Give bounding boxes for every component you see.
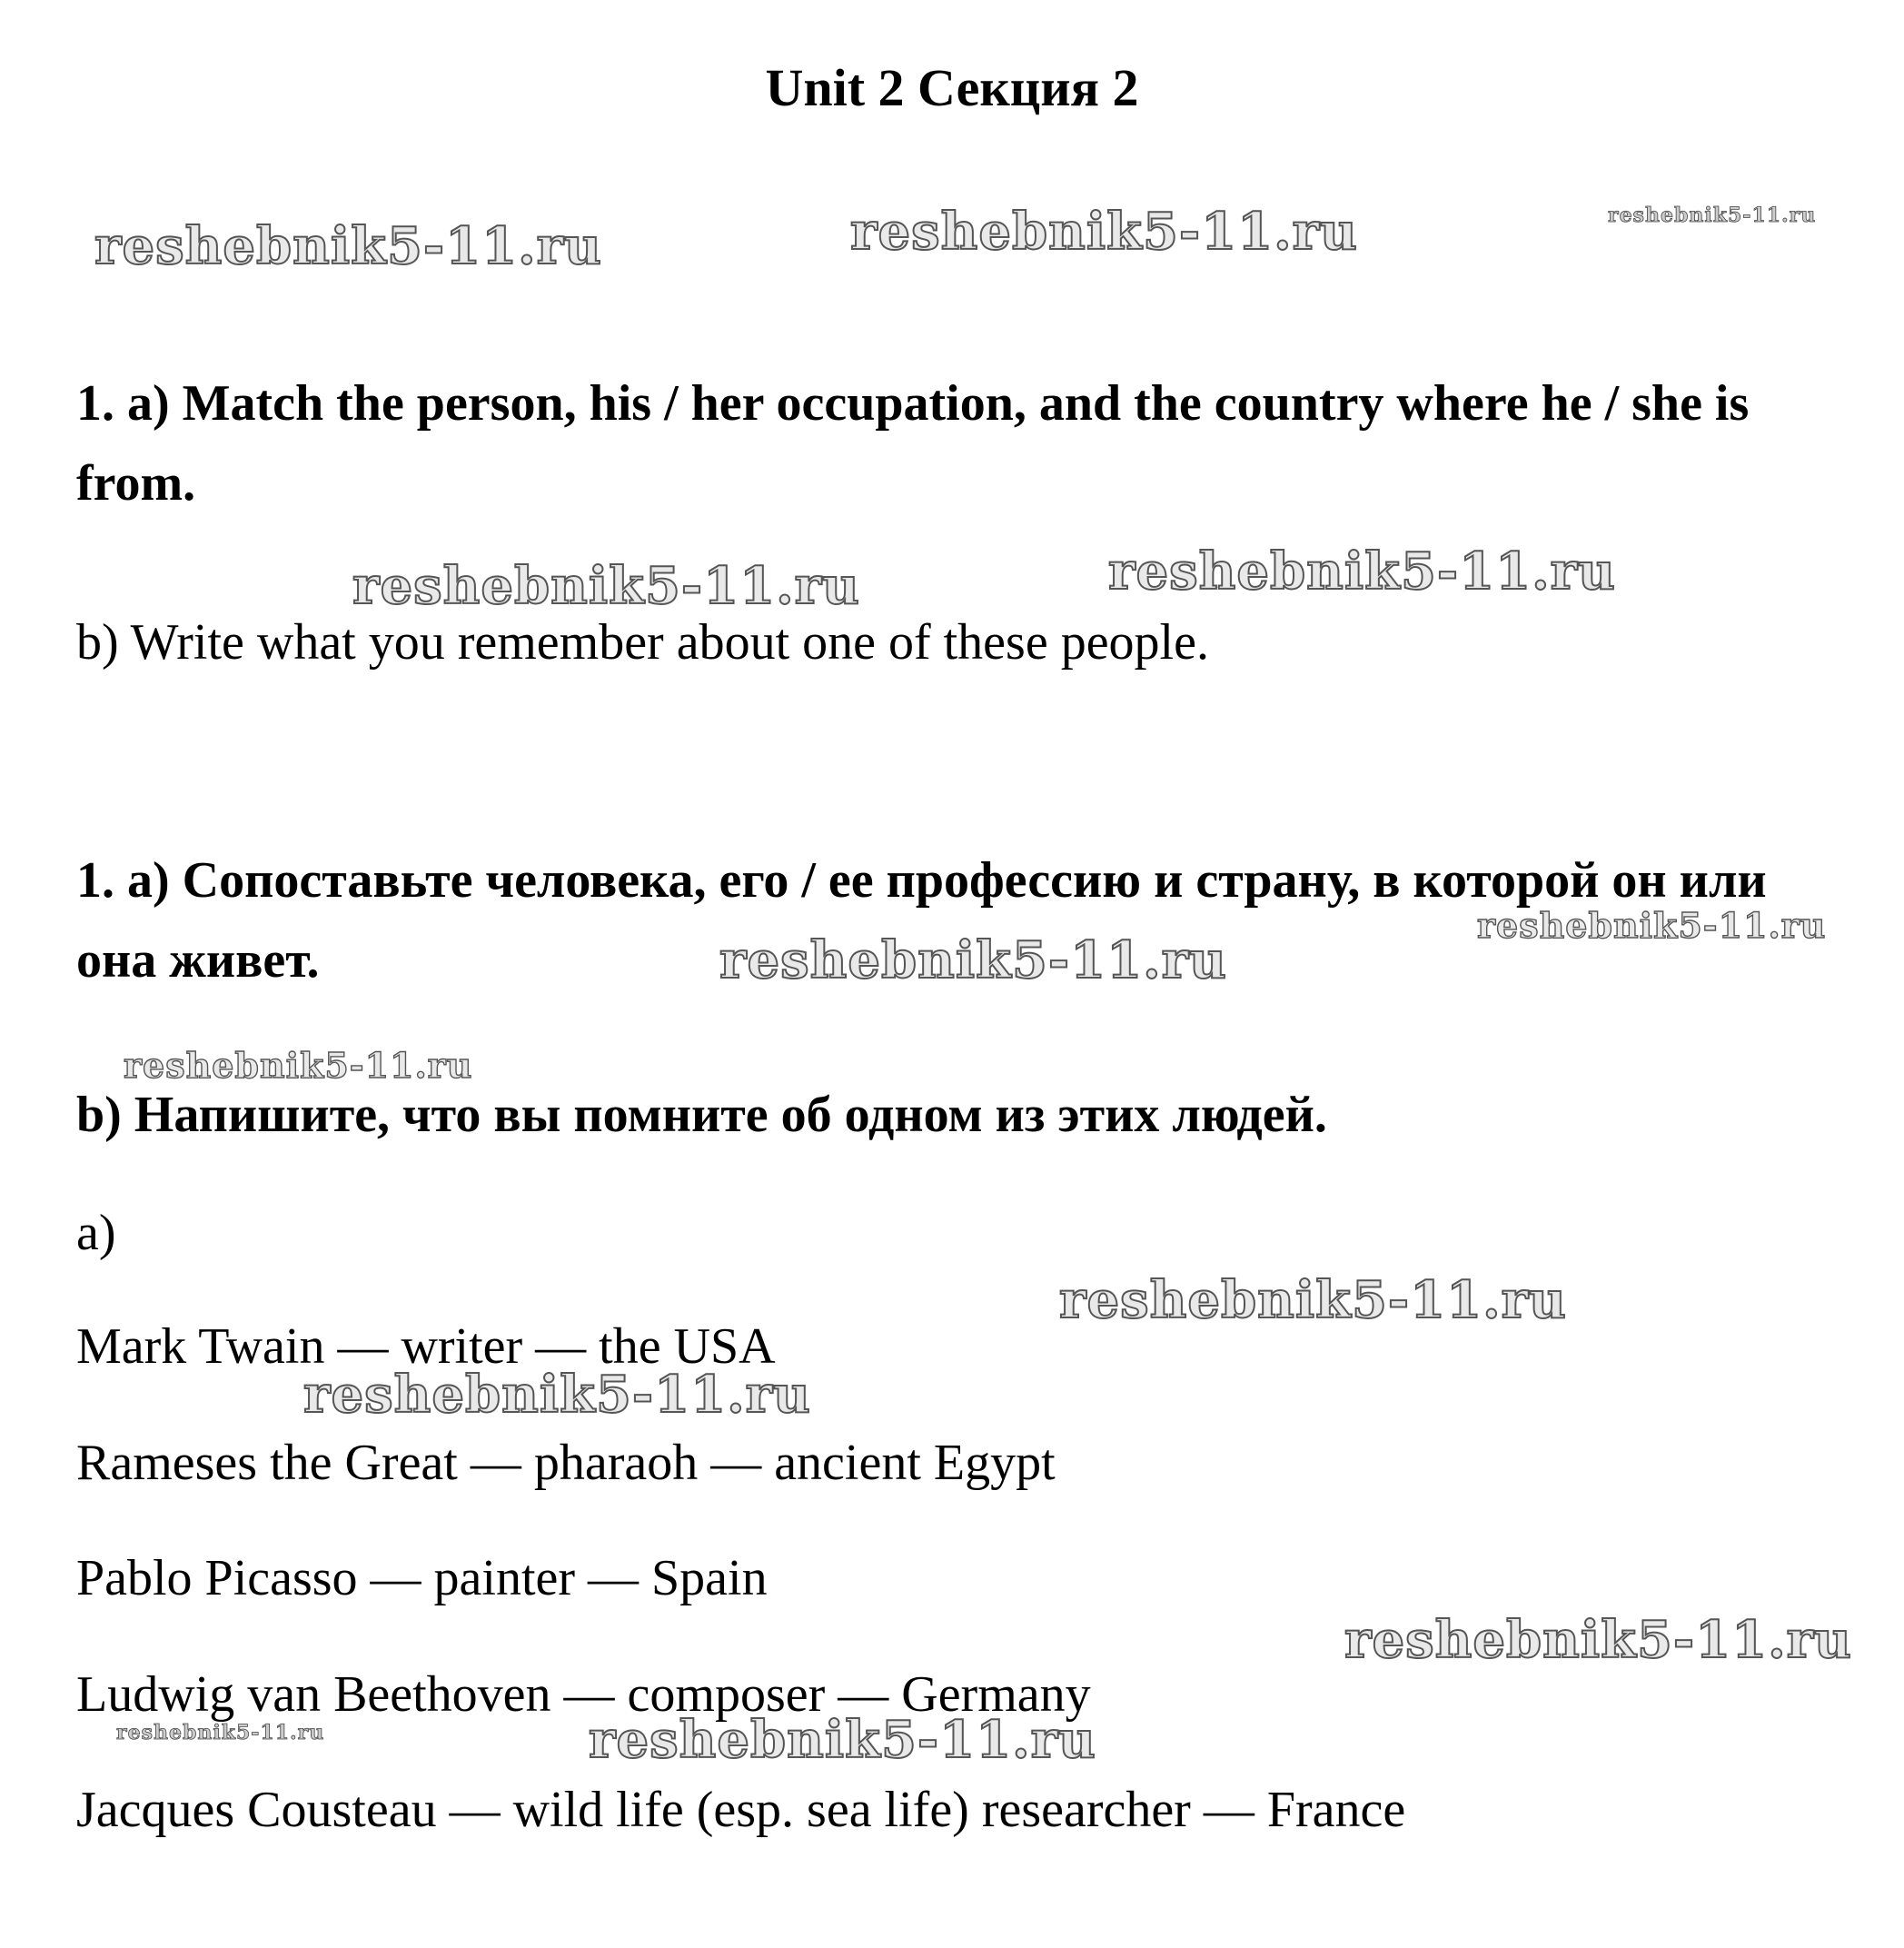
- watermark: reshebnik5-11.ru: [1344, 1610, 1852, 1670]
- watermark: reshebnik5-11.ru: [1477, 905, 1827, 946]
- answer-line: Pablo Picasso — painter — Spain: [76, 1550, 768, 1606]
- watermark: reshebnik5-11.ru: [352, 556, 860, 616]
- answer-line: Mark Twain — writer — the USA: [76, 1318, 776, 1375]
- watermark: reshebnik5-11.ru: [94, 216, 602, 276]
- watermark: reshebnik5-11.ru: [116, 1721, 325, 1744]
- answer-label: a): [76, 1205, 116, 1261]
- watermark: reshebnik5-11.ru: [1059, 1270, 1567, 1330]
- task-en-part-b: b) Write what you remember about one of these people.: [76, 614, 1209, 671]
- watermark: reshebnik5-11.ru: [1108, 542, 1616, 601]
- page-title: Unit 2 Секция 2: [765, 58, 1139, 117]
- task-en-part-a: 1. a) Match the person, his / her occupation, and the country where he / she is from.: [76, 375, 1750, 512]
- watermark: reshebnik5-11.ru: [303, 1365, 811, 1425]
- watermark: reshebnik5-11.ru: [1608, 204, 1817, 227]
- task-ru-part-b: b) Напишите, что вы помните об одном из этих людей.: [76, 1087, 1327, 1143]
- task-ru-part-a: 1. а) Сопоставьте человека, его / ее профессию и страну, в которой он или она живет.: [76, 852, 1767, 989]
- watermark: reshebnik5-11.ru: [589, 1710, 1096, 1770]
- answer-line: Jacques Cousteau — wild life (esp. sea life) researcher — France: [76, 1782, 1406, 1838]
- answer-line: Ludwig van Beethoven — composer — Germany: [76, 1666, 1091, 1723]
- watermark: reshebnik5-11.ru: [850, 202, 1358, 262]
- watermark: reshebnik5-11.ru: [719, 930, 1227, 990]
- answer-line: Rameses the Great — pharaoh — ancient Egypt: [76, 1435, 1056, 1491]
- watermark: reshebnik5-11.ru: [124, 1045, 473, 1086]
